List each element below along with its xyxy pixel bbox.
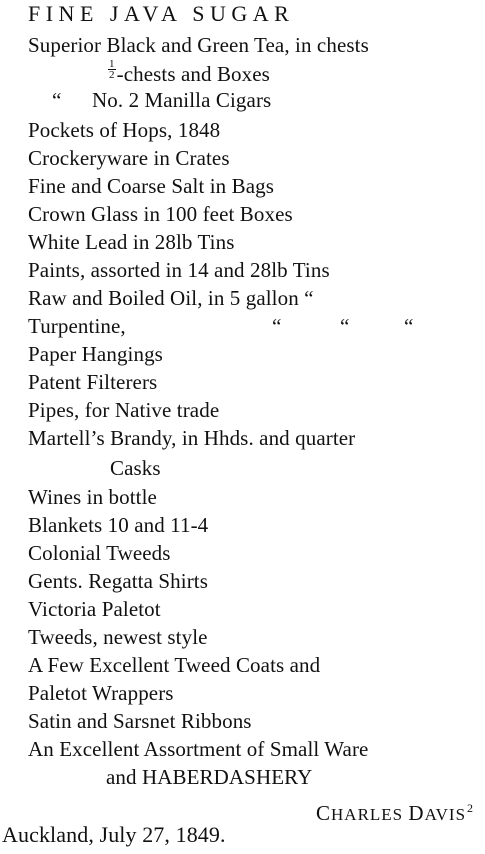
dateline: Auckland, July 27, 1849. [2,822,226,847]
item-paletot: Victoria Paletot [28,597,161,621]
item-tweed-coats: A Few Excellent Tweed Coats and [28,653,321,677]
item-salt: Fine and Coarse Salt in Bags [28,174,275,198]
item-turpentine [28,313,413,339]
item-crockery: Crockeryware in Crates [28,146,230,170]
item-turpentine-text: Turpentine, [28,314,126,338]
item-cigars [52,87,271,113]
item-colonial-tweeds: Colonial Tweeds [28,541,171,565]
item-filterers: Patent Filterers [28,370,158,394]
item-tea-cont-text: -chests and Boxes [116,62,270,86]
signature: CHARLES DAVIS$^2$ [316,801,475,825]
item-tea: Superior Black and Green Tea, in chests [28,33,369,57]
item-hops: Pockets of Hops, 1848 [28,118,221,142]
item-haberdashery: and HABERDASHERY [106,765,313,789]
item-small-ware: An Excellent Assortment of Small Ware [28,737,369,761]
item-paper-hangings: Paper Hangings [28,342,163,366]
item-paints: Paints, assorted in 14 and 28lb Tins [28,258,330,282]
item-cigars-text: No. 2 Manilla Cigars [92,88,272,112]
ditto-mark: “ [340,314,350,338]
item-oil: Raw and Boiled Oil, in 5 gallon “ [28,286,314,310]
item-tea-continued [108,59,270,87]
item-blankets: Blankets 10 and 11-4 [28,513,209,537]
item-ribbons: Satin and Sarsnet Ribbons [28,709,252,733]
item-brandy-continued: Casks [110,456,161,480]
item-newest-tweeds: Tweeds, newest style [28,625,208,649]
item-wines: Wines in bottle [28,485,157,509]
ditto-mark: “ [52,88,62,112]
item-white-lead: White Lead in 28lb Tins [28,230,235,254]
item-pipes: Pipes, for Native trade [28,398,220,422]
item-shirts: Gents. Regatta Shirts [28,569,208,593]
item-glass: Crown Glass in 100 feet Boxes [28,202,293,226]
ditto-mark: “ [404,314,414,338]
item-brandy: Martell’s Brandy, in Hhds. and quarter [28,426,356,450]
ditto-mark: “ [272,314,282,338]
heading: FINE JAVA SUGAR [28,1,295,26]
item-wrappers: Paletot Wrappers [28,681,174,705]
fraction-half: $\frac{1}{2}$ [109,58,115,81]
